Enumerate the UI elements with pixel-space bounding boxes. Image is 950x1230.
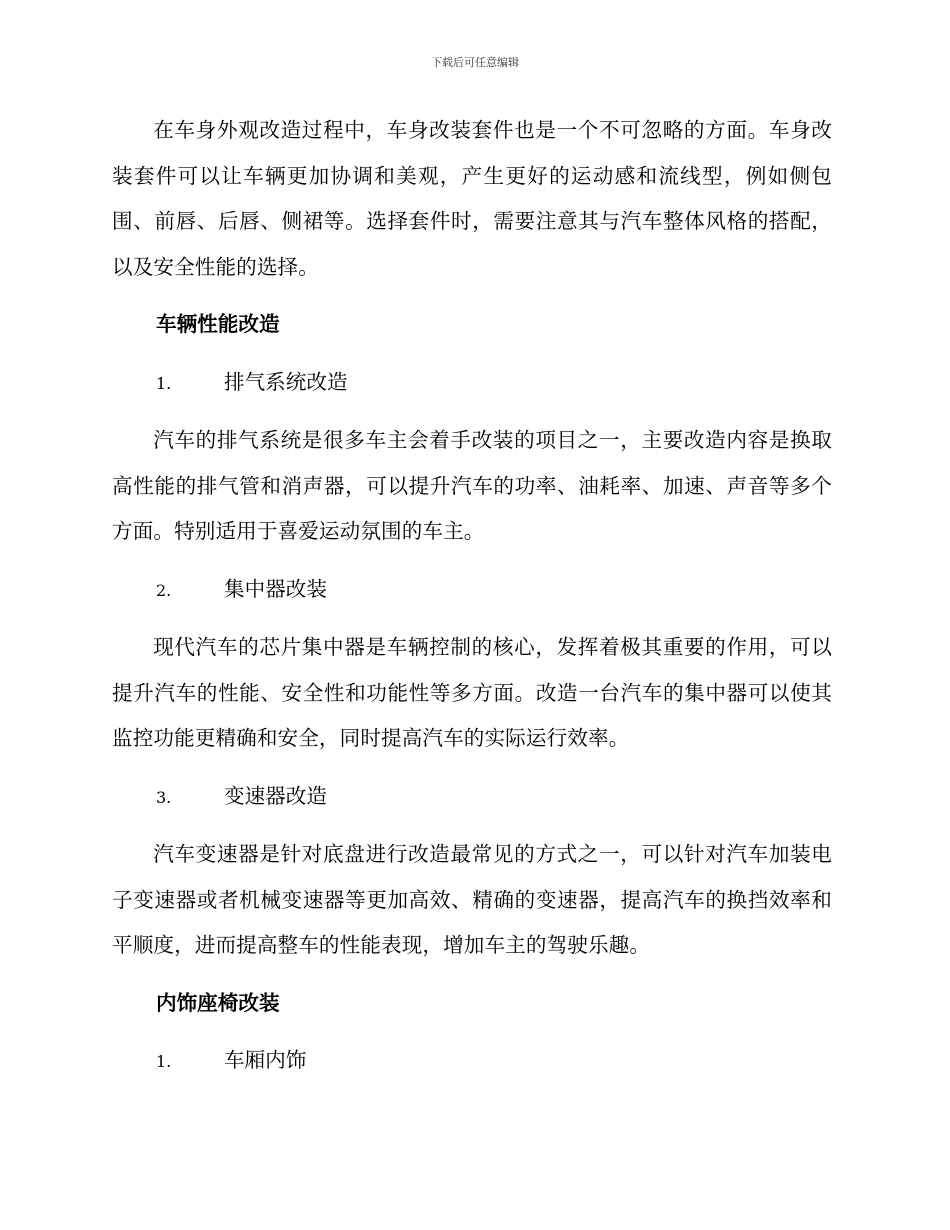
paragraph-transmission: 汽车变速器是针对底盘进行改造最常见的方式之一，可以针对汽车加装电子变速器或者机械变速器等更加高效、精确的变速器，提高汽车的换挡效率和平顺度，进而提高整车的性能表现，增加车主的驾驶乐趣。 — [112, 842, 832, 957]
document-body — [112, 108, 832, 1097]
list-number: 1. — [156, 373, 172, 393]
list-item-label: 集中器改装 — [224, 576, 327, 601]
paragraph-exhaust: 汽车的排气系统是很多车主会着手改装的项目之一，主要改造内容是换取高性能的排气管和消声器，可以提升汽车的功率、油耗率、加速、声音等多个方面。特别适用于喜爱运动氛围的车主。 — [112, 428, 832, 543]
list-number: 3. — [156, 787, 172, 807]
list-item-exhaust — [112, 360, 832, 407]
list-item-concentrator — [112, 567, 832, 614]
list-number: 1. — [156, 1052, 172, 1071]
list-item-label: 车厢内饰 — [224, 1048, 307, 1072]
paragraph-body-kit: 在车身外观改造过程中，车身改装套件也是一个不可忽略的方面。车身改装套件可以让车辆更加协调和美观，产生更好的运动感和流线型，例如侧包围、前唇、后唇、侧裙等。选择套件时，需要注意其与汽车整体风格的搭配，以及安全性能的选择。 — [112, 118, 832, 279]
list-item-label: 排气系统改造 — [224, 369, 348, 394]
list-item-cabin-trim — [112, 1038, 832, 1085]
list-item-label: 变速器改造 — [224, 783, 327, 808]
list-item-transmission — [112, 774, 832, 821]
section-heading-interior: 内饰座椅改装 — [156, 990, 280, 1015]
list-number: 2. — [156, 580, 172, 600]
page-header: 下载后可任意编辑 — [431, 56, 519, 69]
paragraph-concentrator: 现代汽车的芯片集中器是车辆控制的核心，发挥着极其重要的作用，可以提升汽车的性能、安全性和功能性等多方面。改造一台汽车的集中器可以使其监控功能更精确和安全，同时提高汽车的实际运行效率。 — [112, 635, 832, 750]
section-heading-performance: 车辆性能改造 — [156, 312, 280, 336]
